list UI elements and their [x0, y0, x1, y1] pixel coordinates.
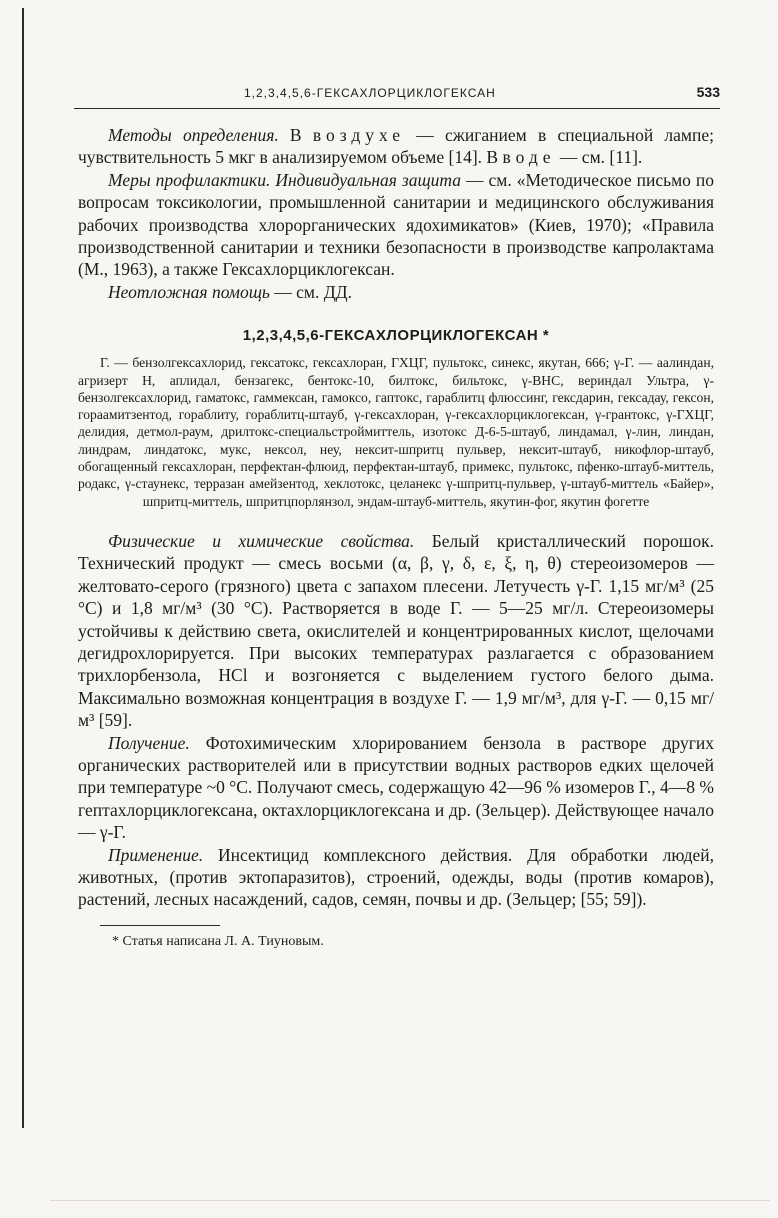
- application-label: Применение.: [108, 844, 204, 865]
- page-number: 533: [696, 84, 720, 100]
- scan-bottom-edge: [50, 1200, 770, 1201]
- application-text: Инсектицид комплексного действия. Для обработки людей, животных, (против эктопаразитов), строений, одежды, воды (против комаров), растений, лесных насаждений, садов, семян, почвы и др. (Зельцер; [55; 59]).: [78, 844, 714, 910]
- application-paragraph: [78, 844, 714, 911]
- synonyms-paragraph: Г. — бензолгексахлорид, гексатокс, гексахлоран, ГХЦГ, пультокс, синекс, якутан, 666; γ-Г. — аалиндан, агризерт Н, аплидал, бензагекс, бентокс-10, билтокс, бильтокс, γ-ВНС, вериндал Ультра, γ-бензолгексахлорид, гаматокс, гаммексан, гамоксо, гаптокс, гараблитц флюссинг, гексдарин, гексадау, гексон, гораамитзентод, гораблиту, гораблитц-штауб, γ-гексахлоран, γ-гексахлорциклогексан, γ-грантокс, γ-ГХЦГ, делидия, детмол-раум, дрилтокс-специальстроймиттель, изотокс Д-6-5-штауб, линдамал, γ-лин, линдан, линдрам, линдатокс, мукс, нексол, неу, нексит-шпритц пульвер, нексит-штауб, никофлор-штауб, обогащенный гексахлоран, перфектан-флюид, перфектан-штауб, примекс, пультокс, пфенко-штауб-миттель, родакс, γ-стаунекс, терразан амейзентод, хеклотокс, целанекс γ-шпритц-пульвер, γ-штауб-миттель «Байер», шпритц-миттель, шпритцпорлянзол, эндам-штауб-миттель, якутин-фог, якутин фогетте: [78, 355, 714, 509]
- methods-text-3: — см. [11].: [555, 147, 643, 168]
- methods-paragraph: [78, 124, 714, 169]
- running-header: [74, 82, 720, 109]
- production-text: Фотохимическим хлорированием бензола в растворе других органических растворителей или в присутствии водных растворов едких щелочей при температуре ~0 °С. Получают смесь, содержащую 42—96 % изомеров Г., 4—8 % гептахлорциклогексана, октахлорциклогексана и др. (Зельцер). Действующее начало — γ-Г.: [78, 732, 714, 843]
- methods-text-2: — сжиганием в специальной лампе; чувствительность 5 мкг в анализируемом объеме [14]. В: [78, 125, 714, 168]
- physical-properties-label: Физические и химические свойства.: [108, 530, 415, 551]
- production-paragraph: [78, 732, 714, 844]
- prevention-paragraph: [78, 169, 714, 281]
- personal-protection-label: Индивидуальная защита: [270, 169, 462, 190]
- first-aid-label: Неотложная помощь: [108, 281, 270, 302]
- section-heading: 1,2,3,4,5,6-ГЕКСАХЛОРЦИКЛОГЕКСАН *: [242, 327, 550, 345]
- footnote: * Статья написана Л. А. Тиуновым.: [112, 933, 324, 949]
- first-aid-paragraph: [78, 281, 714, 303]
- physical-properties-text: Белый кристаллический порошок. Технический продукт — смесь восьми (α, β, γ, δ, ε, ξ, η, θ) стереоизомеров — желтовато-серого (грязного) цвета с запахом плесени. Летучесть γ-Г. 1,15 мг/м³ (25 °С) и 1,8 мг/м³ (30 °С). Растворяется в воде Г. — 5—25 мг/л. Стереоизомеры устойчивы к действию света, окислителей и концентрированных кислот, щелочами дегидрохлорируется. При высоких температурах разлагается с образованием трихлорбензола, HCl и возгоняется с выделением густого белого дыма. Максимально возможная концентрация в воздухе Г. — 1,9 мг/м³, для γ-Г. — 0,15 мг/м³ [59].: [78, 530, 714, 731]
- running-title: 1,2,3,4,5,6-ГЕКСАХЛОРЦИКЛОГЕКСАН: [244, 86, 496, 100]
- methods-air-word: воздухе: [312, 125, 406, 145]
- page-binding-edge: [22, 8, 24, 1128]
- page-content: [78, 124, 714, 950]
- production-label: Получение.: [108, 732, 190, 753]
- footnote-divider: [100, 925, 220, 926]
- methods-text-1: В: [278, 125, 313, 145]
- methods-water-word: воде: [502, 147, 556, 168]
- prevention-text: — см. «Методическое письмо по вопросам токсикологии, промышленной санитарии и медицинского обслуживания рабочих производства хлорорганических ядохимикатов» (Киев, 1970); «Правила производственной санитарии и техники безопасности в производстве капролактама (М., 1963), а также Гексахлорциклогексан.: [78, 169, 714, 280]
- prevention-label: Меры профилактики.: [108, 169, 271, 190]
- methods-label: Методы определения.: [108, 125, 279, 145]
- physical-properties-paragraph: [78, 530, 714, 732]
- first-aid-text: — см. ДД.: [269, 281, 352, 302]
